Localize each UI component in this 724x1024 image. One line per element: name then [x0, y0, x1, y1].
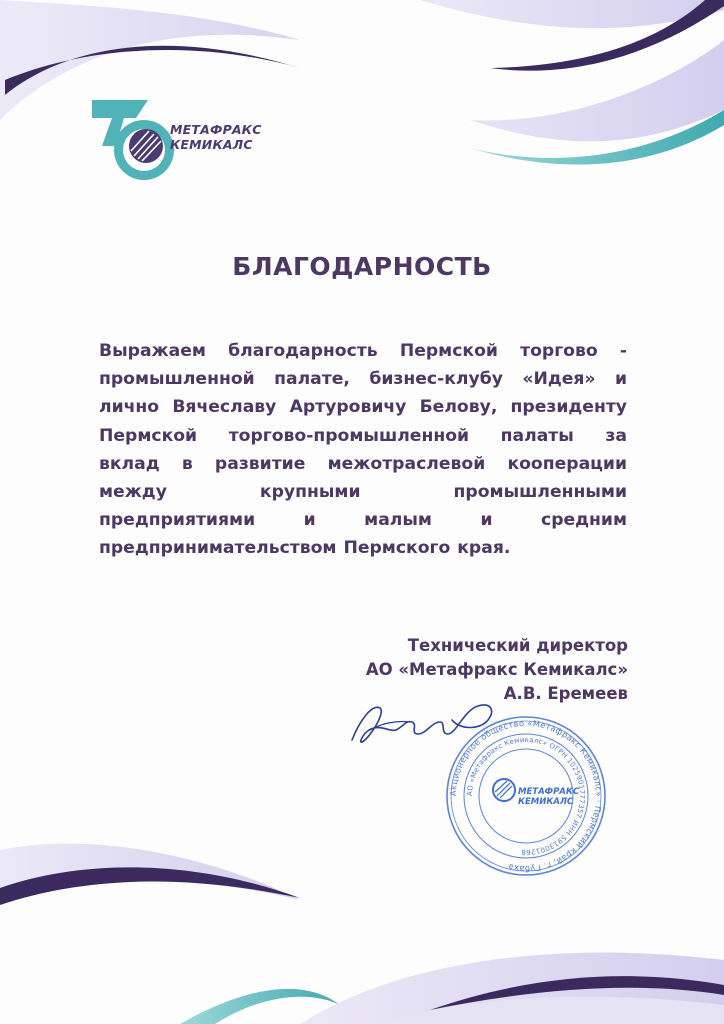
stamp-inner-text: АО «Метафракс Кемикалс» ОГРН 1025901777357 ИНН 5913001268	[465, 735, 587, 857]
body-line: Пермской торгово-промышленной палаты за	[99, 425, 627, 446]
body-line: промышленной палате, бизнес-клубу «Идея» и	[99, 369, 627, 390]
body-line: между крупными промышленными	[99, 482, 627, 503]
body-line: Выражаем благодарность Пермской торгово -	[99, 341, 627, 361]
logo-line2: КЕМИКАЛС	[170, 137, 253, 152]
logo-line1: МЕТАФРАКС	[170, 122, 262, 137]
stamp-center-line1: МЕТАФРАКС	[518, 787, 580, 797]
company-stamp	[444, 714, 608, 878]
body-line: предприятиями и малым и средним	[99, 510, 627, 531]
logo-wordmark	[170, 122, 262, 152]
document-title: БЛАГОДАРНОСТЬ	[232, 252, 492, 281]
signatory-company: АО «Метафракс Кемикалс»	[365, 660, 628, 679]
stamp-center-line2: КЕМИКАЛС	[518, 797, 574, 807]
stamp-outer-text: Акционерное общество «Метафракс Кемикалс» · Пермский край, г. Губаха	[447, 717, 605, 875]
gratitude-text	[99, 337, 627, 563]
stamp-emblem-icon	[493, 779, 515, 801]
signatory-position: Технический директор	[407, 636, 628, 655]
body-line: лично Вячеславу Артуровичу Белову, президенту	[99, 397, 627, 418]
signatory-name: А.В. Еремеев	[503, 684, 628, 703]
body-line: вклад в развитие межотраслевой кооперации	[99, 453, 627, 474]
body-line: предпринимательством Пермского края.	[99, 538, 511, 559]
